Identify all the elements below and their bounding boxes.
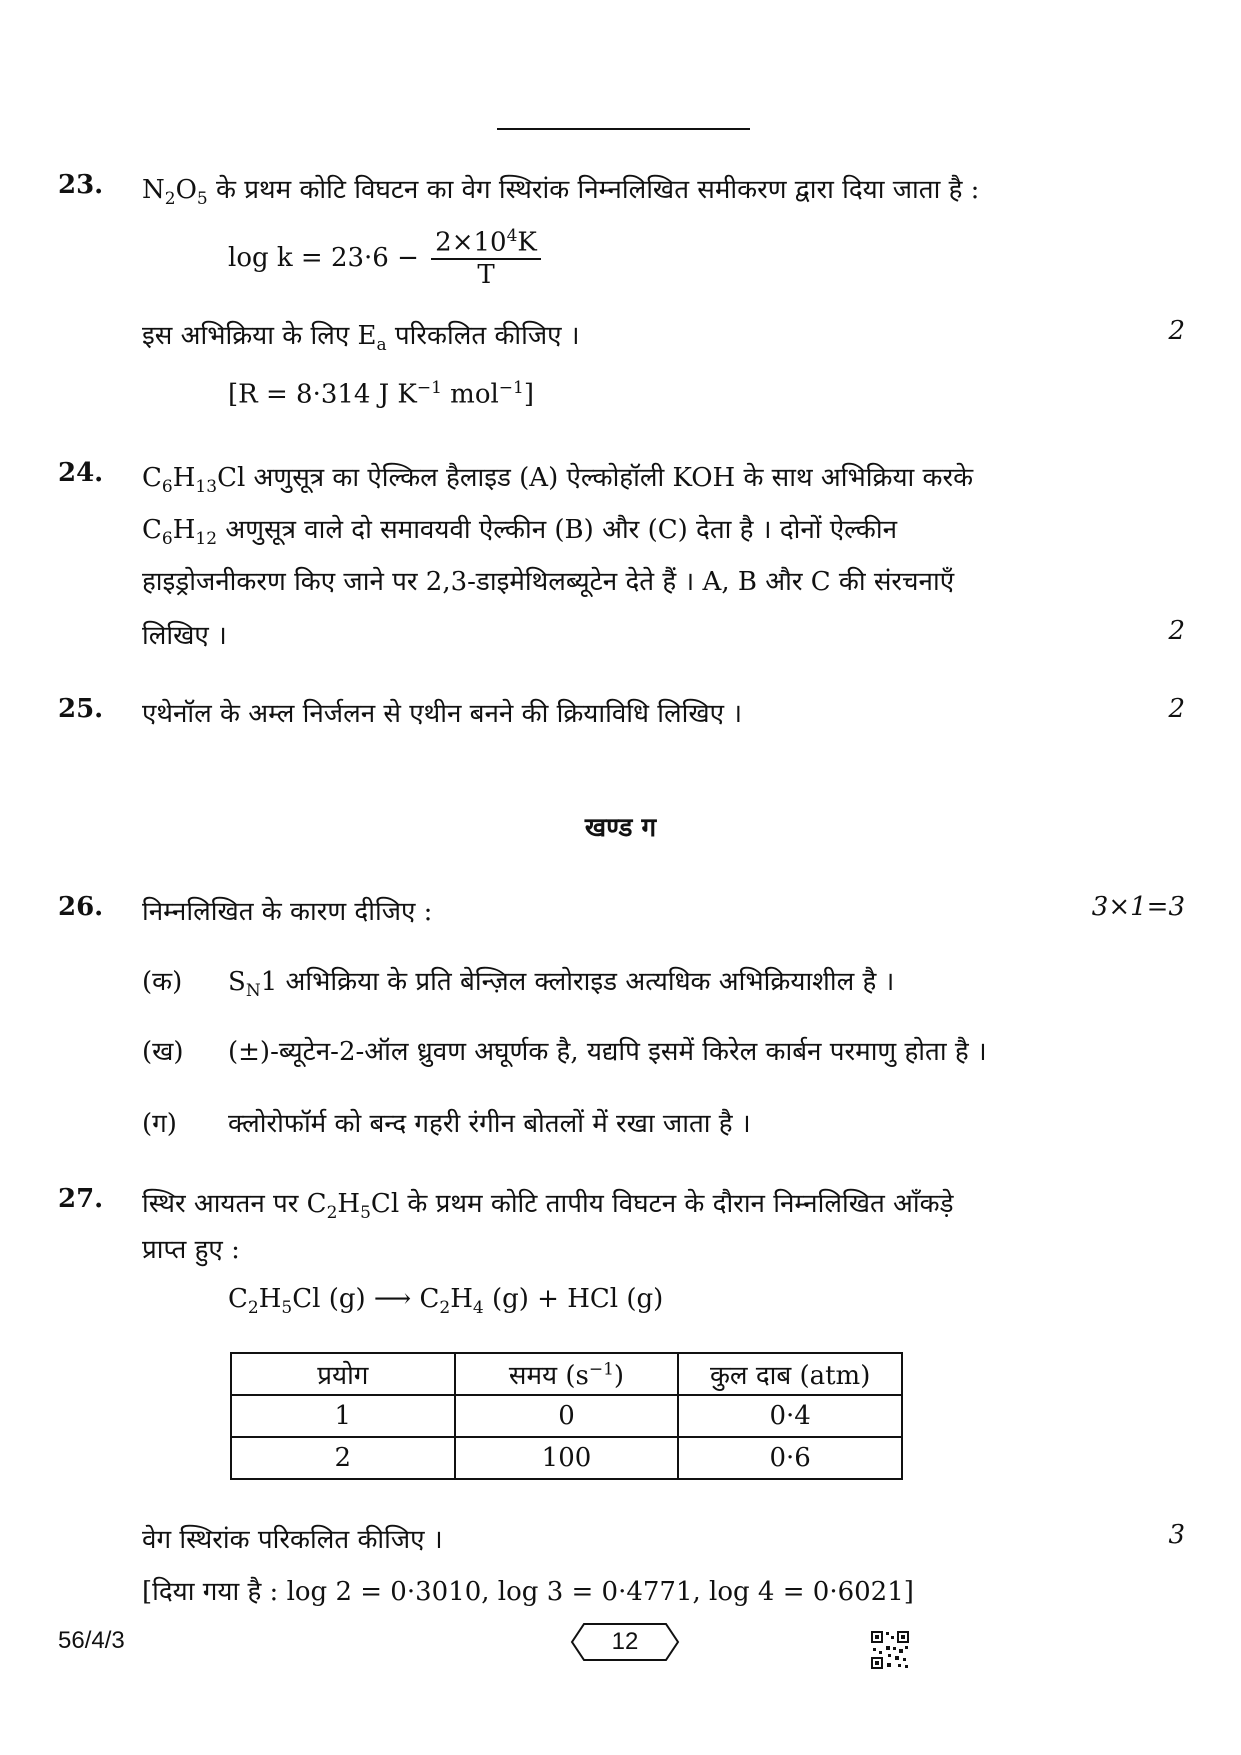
q27-line2: प्राप्त हुए : [142, 1235, 240, 1265]
page-number: 12 [611, 1628, 639, 1655]
table-cell: 0 [455, 1395, 679, 1437]
q25-number: 25. [58, 694, 104, 724]
q26-item-label: (ख) [142, 1037, 184, 1067]
table-cell: 0·4 [678, 1395, 902, 1437]
q25-marks: 2 [1168, 694, 1185, 724]
table-header-row [231, 1353, 902, 1395]
q24-line3: हाइड्रोजनीकरण किए जाने पर 2,3-डाइमेथिलब्यूटेन देते हैं । A, B और C की संरचनाएँ [142, 567, 955, 597]
table-cell: 100 [455, 1437, 679, 1479]
q26-item-text: $S_N1$ अभिक्रिया के प्रति बेन्ज़िल क्लोराइड अत्यधिक अभिक्रियाशील है । [228, 967, 895, 1002]
table-header: कुल दाब (atm) [678, 1353, 902, 1395]
q26-marks: 3×1=3 [1091, 892, 1185, 922]
table-row [231, 1395, 902, 1437]
q24-marks: 2 [1168, 616, 1185, 646]
q27-number: 27. [58, 1184, 104, 1214]
q24-number: 24. [58, 458, 104, 488]
q26-text: निम्नलिखित के कारण दीजिए : [142, 897, 433, 927]
q26-number: 26. [58, 892, 104, 922]
paper-code: 56/4/3 [58, 1627, 125, 1654]
q27-given: [दिया गया है : log 2 = 0·3010, log 3 = 0·4771, log 4 = 0·6021] [142, 1577, 914, 1607]
page-number-badge [570, 1622, 680, 1662]
section-title: खण्ड ग [584, 813, 657, 843]
table-cell: 1 [231, 1395, 455, 1437]
q23-given: [R = 8·314 J $K^{-1}$ mol$^{-1}$] [228, 378, 535, 410]
table-cell: 0·6 [678, 1437, 902, 1479]
q26-item-label: (ग) [142, 1109, 177, 1139]
q24-line2: $C_6H_{12}$ अणुसूत्र वाले दो समावयवी ऐल्कीन (B) और (C) देता है । दोनों ऐल्कीन [142, 515, 898, 550]
q24-line4: लिखिए । [142, 621, 227, 651]
q27-line1: स्थिर आयतन पर $C_2H_5Cl$ के प्रथम कोटि तापीय विघटन के दौरान निम्नलिखित आँकड़े [142, 1189, 954, 1224]
q27-reaction: $C_2H_5Cl$ (g) ⟶ $C_2H_4$ (g) + HCl (g) [228, 1284, 664, 1319]
q23-number: 23. [58, 170, 104, 200]
table-row [231, 1437, 902, 1479]
data-table [230, 1352, 903, 1480]
qr-code-icon [870, 1630, 910, 1670]
q23-line2: इस अभिक्रिया के लिए $E_a$ परिकलित कीजिए । [142, 321, 580, 356]
q26-item-text: क्लोरोफॉर्म को बन्द गहरी रंगीन बोतलों में रखा जाता है । [228, 1109, 751, 1139]
q27-marks: 3 [1168, 1520, 1185, 1550]
table-cell: 2 [231, 1437, 455, 1479]
table-header: प्रयोग [231, 1353, 455, 1395]
q23-equation: log k = 23·6 − $\frac{2\times 10^4K}{T}$ [228, 226, 541, 290]
q23-marks: 2 [1168, 316, 1185, 346]
top-rule [497, 128, 750, 130]
q25-text: एथेनॉल के अम्ल निर्जलन से एथीन बनने की क्रियाविधि लिखिए । [142, 699, 743, 729]
table-header: समय $(s^{-1})$ [455, 1353, 679, 1395]
q23-text: $N_2O_5$ के प्रथम कोटि विघटन का वेग स्थिरांक निम्नलिखित समीकरण द्वारा दिया जाता है : [142, 175, 980, 210]
q26-item-text: (±)-ब्यूटेन-2-ऑल ध्रुवण अघूर्णक है, यद्यपि इसमें किरेल कार्बन परमाणु होता है । [228, 1037, 987, 1067]
q26-item-label: (क) [142, 967, 183, 997]
q24-line1: $C_6H_{13}Cl$ अणुसूत्र का ऐल्किल हैलाइड (A) ऐल्कोहॉली KOH के साथ अभिक्रिया करके [142, 463, 974, 498]
q27-ask: वेग स्थिरांक परिकलित कीजिए । [142, 1525, 443, 1555]
